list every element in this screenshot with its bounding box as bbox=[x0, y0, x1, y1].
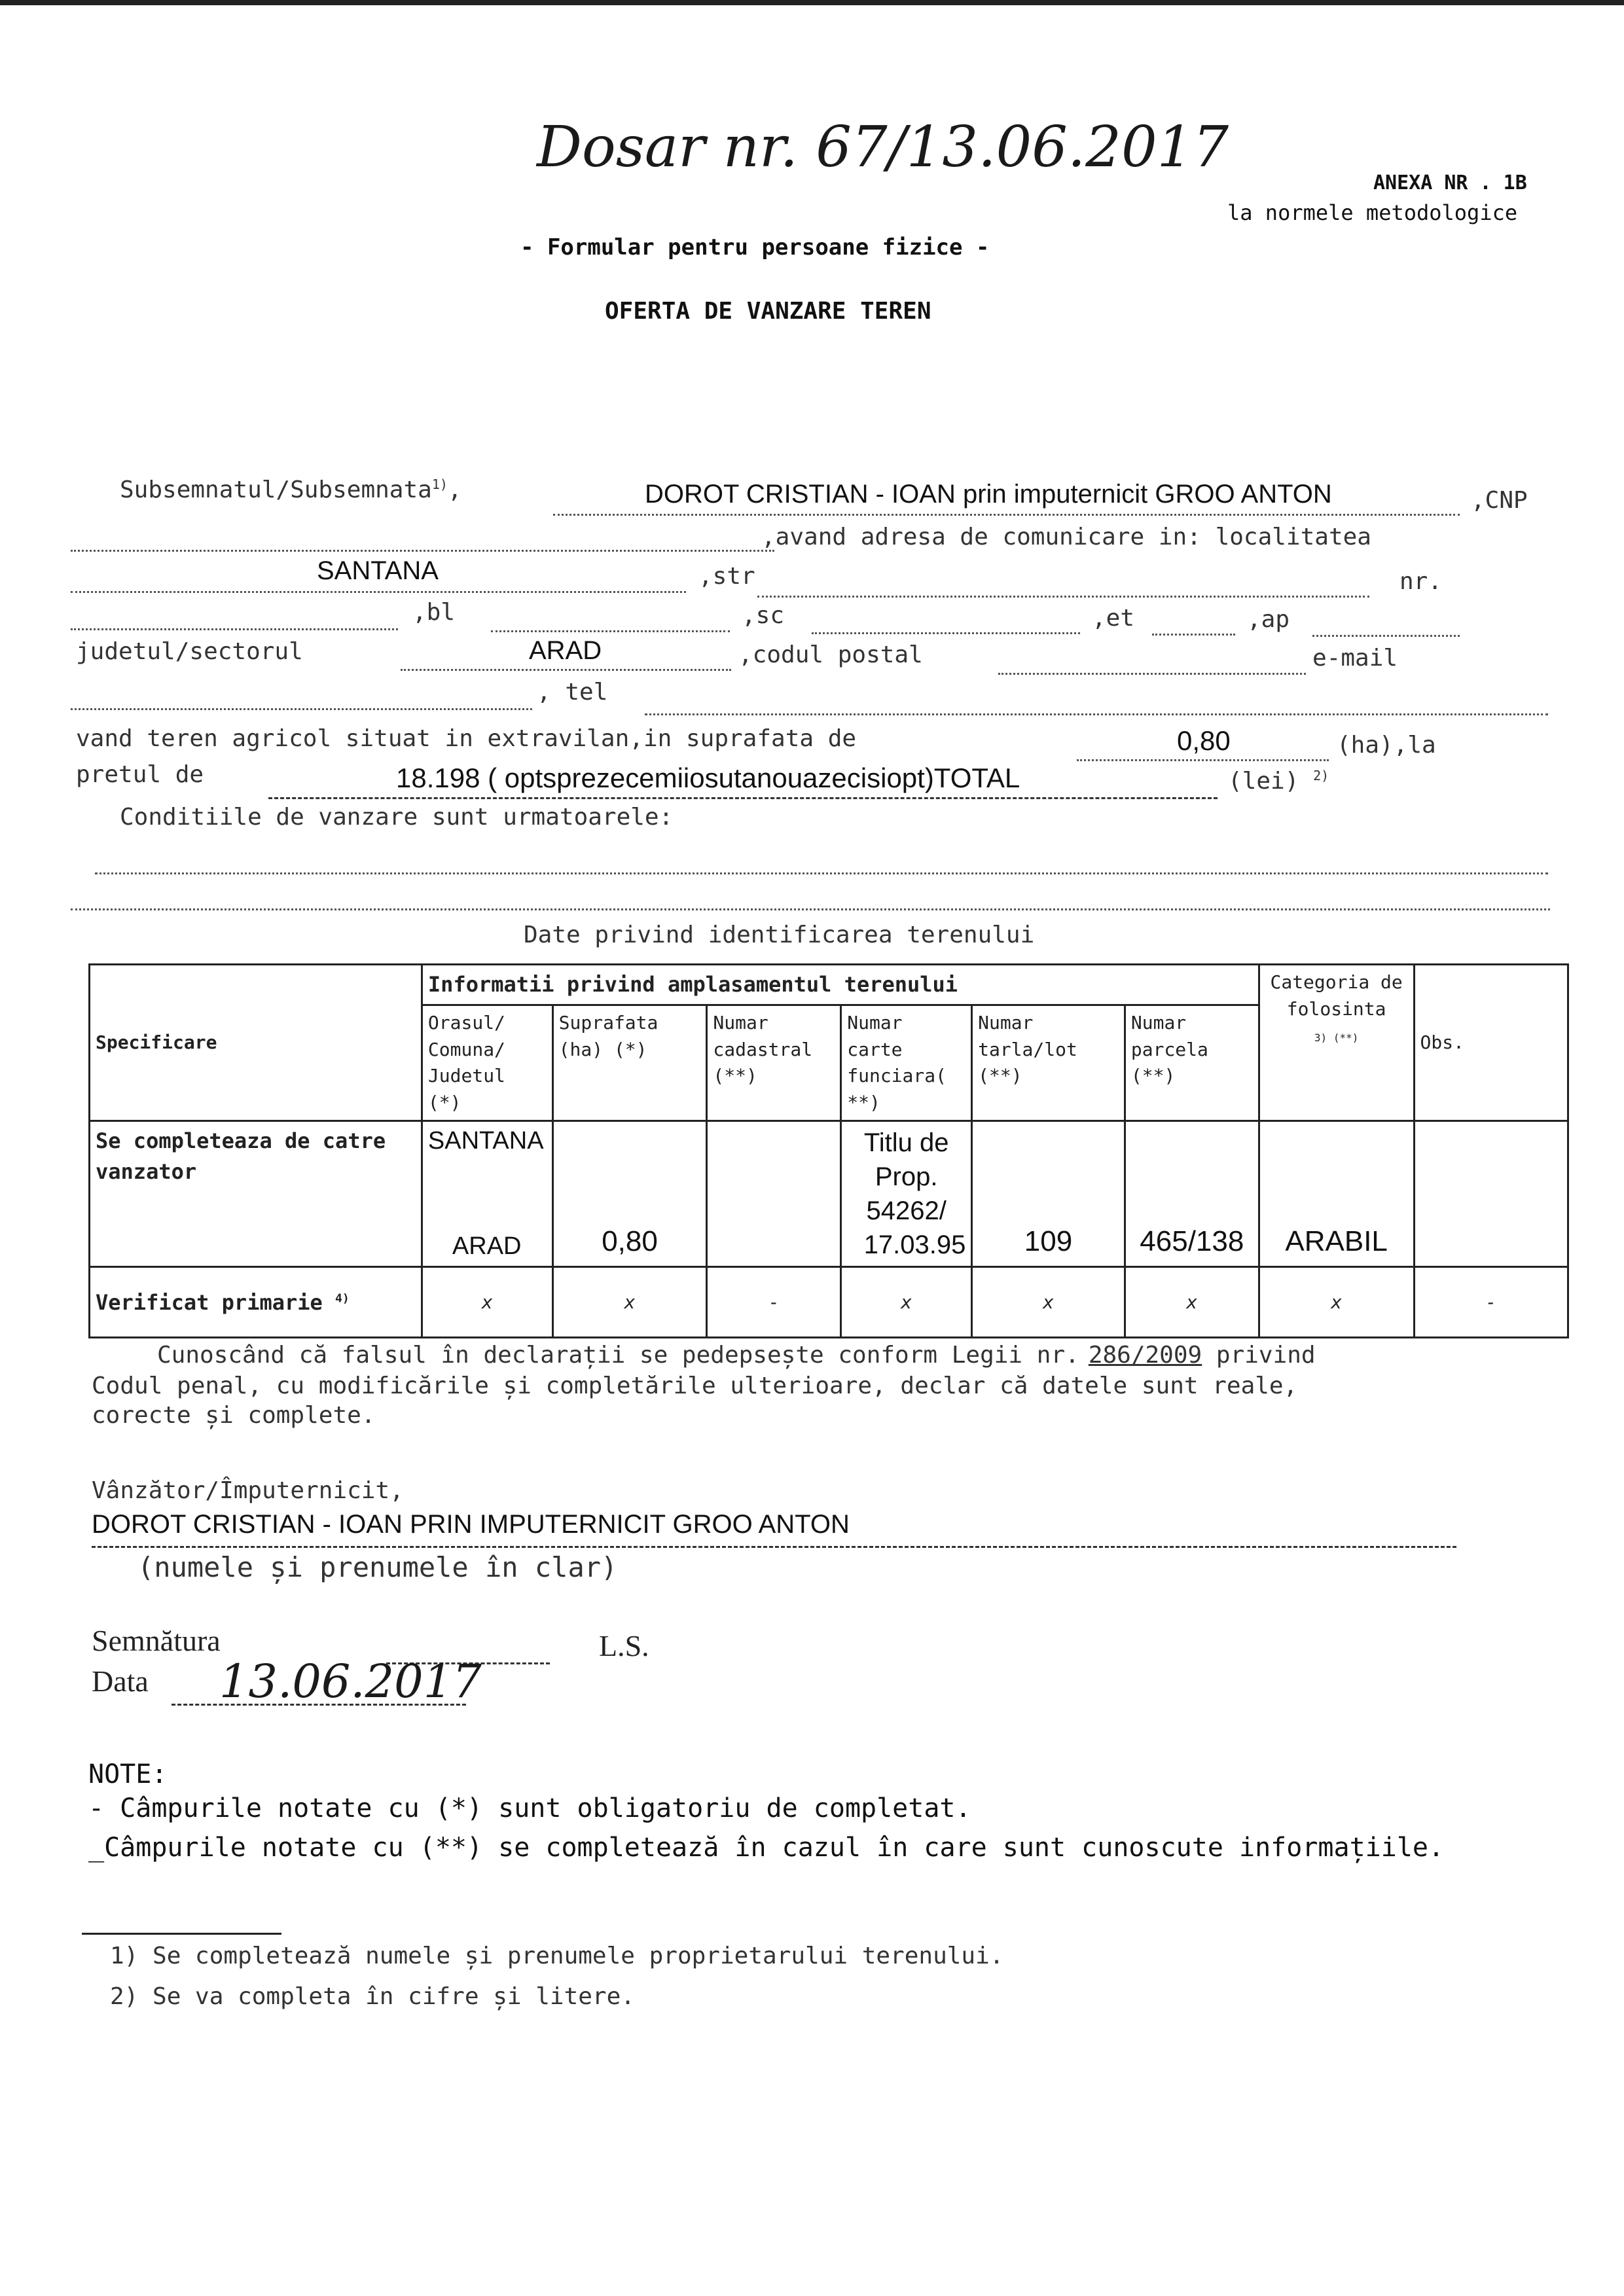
apartment-line bbox=[1312, 635, 1460, 637]
check-mark-orasul: x bbox=[422, 1267, 552, 1338]
seller-name-value: DOROT CRISTIAN - IOAN prin imputernicit GROO ANTON bbox=[645, 480, 1332, 509]
area-label: vand teren agricol situat in extravilan,in suprafata de bbox=[76, 725, 857, 752]
check-mark-carte: x bbox=[841, 1267, 972, 1338]
signatory-label: Vânzător/Împuternicit, bbox=[92, 1477, 404, 1504]
price-unit: (lei) $^{2)}$ bbox=[1228, 768, 1329, 795]
check-mark-obs: - bbox=[1414, 1267, 1568, 1338]
orasul-city-value: SANTANA bbox=[427, 1127, 544, 1155]
footnote-ref-1: 1) bbox=[431, 476, 448, 492]
category-header: Categoria de folosinta 3) (**) bbox=[1259, 965, 1414, 1121]
carte-funciara-cell: Titlu de Prop. 54262/ 17.03.95 bbox=[841, 1121, 972, 1267]
email-label: e-mail bbox=[1312, 645, 1398, 672]
apartment-label: ,ap bbox=[1247, 606, 1290, 633]
category-header-ref: 3) (**) bbox=[1314, 1031, 1359, 1045]
locality-line bbox=[71, 591, 686, 593]
ls-label: L.S. bbox=[599, 1629, 649, 1662]
land-identification-table bbox=[88, 963, 1569, 1338]
tarla-cell: 109 bbox=[972, 1121, 1125, 1267]
law-number: 286/2009 bbox=[1088, 1342, 1202, 1369]
staircase-label: ,sc bbox=[742, 602, 785, 629]
carte-funciara-header: Numar carte funciara( **) bbox=[841, 1005, 972, 1121]
annex-number: ANEXA NR . 1B bbox=[1373, 171, 1527, 194]
seller-row-label: Se completeaza de catre vanzator bbox=[90, 1121, 422, 1267]
cadastral-header: Numar cadastral (**) bbox=[707, 1005, 841, 1121]
conditions-line-1 bbox=[95, 872, 1548, 874]
conditions-line-2 bbox=[71, 908, 1550, 910]
staircase-line bbox=[812, 632, 1080, 634]
check-mark-cadastral: - bbox=[707, 1267, 841, 1338]
postal-code-line bbox=[998, 673, 1306, 675]
form-subtitle: - Formular pentru persoane fizice - bbox=[520, 234, 990, 260]
street-line bbox=[757, 596, 1369, 598]
email-line bbox=[71, 708, 532, 710]
price-line bbox=[268, 797, 1218, 799]
cnp-field-line bbox=[71, 550, 774, 552]
address-label: ,avand adresa de comunicare in: localitatea bbox=[761, 524, 1371, 550]
annex-subtitle: la normele metodologice bbox=[1227, 200, 1518, 225]
county-value: ARAD bbox=[529, 636, 602, 665]
table-caption: Date privind identificarea terenului bbox=[524, 922, 1035, 948]
check-mark-suprafata: x bbox=[552, 1267, 707, 1338]
county-label: judetul/sectorul bbox=[76, 638, 303, 665]
footnote-ref-4: 4) bbox=[335, 1291, 350, 1306]
categoria-cell: ARABIL bbox=[1259, 1121, 1414, 1267]
footnote-1: 1) Se completează numele și prenumele proprietarului terenului. bbox=[110, 1943, 1004, 1969]
signature-label: Semnătura bbox=[92, 1624, 221, 1657]
area-line bbox=[1077, 759, 1329, 761]
suprafata-header: Suprafata (ha) (*) bbox=[552, 1005, 707, 1121]
seller-name-line bbox=[553, 514, 1460, 516]
signatory-name: DOROT CRISTIAN - IOAN PRIN IMPUTERNICIT GROO ANTON bbox=[92, 1510, 850, 1539]
price-value: 18.198 ( optsprezecemiiosutanouazecisiopt)TOTAL bbox=[396, 762, 1020, 793]
note-2: _Câmpurile notate cu (**) se completează în cazul în care sunt cunoscute informațiile. bbox=[88, 1833, 1445, 1863]
number-label: nr. bbox=[1399, 568, 1443, 595]
signatory-hint: (numele și prenumele în clar) bbox=[137, 1551, 618, 1583]
price-label: pretul de bbox=[76, 761, 204, 788]
footnote-ref-2: 2) bbox=[1313, 768, 1329, 783]
floor-line bbox=[1152, 634, 1235, 636]
check-mark-parcela: x bbox=[1125, 1267, 1259, 1338]
orasul-cell bbox=[422, 1121, 552, 1267]
area-value: 0,80 bbox=[1177, 725, 1231, 756]
street-label: ,str bbox=[698, 563, 755, 590]
nr-line bbox=[71, 628, 398, 630]
locality-value: SANTANA bbox=[317, 556, 439, 585]
county-line bbox=[401, 669, 731, 671]
parcela-cell: 465/138 bbox=[1125, 1121, 1259, 1267]
orasul-county-value: ARAD bbox=[452, 1232, 522, 1261]
form-title: OFERTA DE VANZARE TEREN bbox=[605, 298, 931, 325]
declaration-line-1: Cunoscând că falsul în declarații se pedepsește conform Legii nr. 286/2009 privind bbox=[157, 1342, 1316, 1369]
obs-cell bbox=[1414, 1121, 1568, 1267]
table-row bbox=[90, 1267, 1568, 1338]
specificare-header: Specificare bbox=[90, 965, 422, 1121]
town-hall-check-label: Verificat primarie $^{4)}$ bbox=[90, 1267, 422, 1338]
telephone-label: , tel bbox=[537, 679, 608, 706]
cnp-label: ,CNP bbox=[1471, 487, 1528, 514]
tarla-header: Numar tarla/lot (**) bbox=[972, 1005, 1125, 1121]
obs-header: Obs. bbox=[1414, 965, 1568, 1121]
check-mark-categoria: x bbox=[1259, 1267, 1414, 1338]
footnote-2: 2) Se va completa în cifre și litere. bbox=[110, 1983, 635, 2010]
suprafata-cell: 0,80 bbox=[552, 1121, 707, 1267]
date-label: Data bbox=[92, 1664, 149, 1698]
signatory-name-line bbox=[92, 1546, 1456, 1548]
check-mark-tarla: x bbox=[972, 1267, 1125, 1338]
date-line bbox=[171, 1704, 466, 1706]
note-1: - Câmpurile notate cu (*) sunt obligatoriu de completat. bbox=[88, 1793, 971, 1823]
conditions-label: Conditiile de vanzare sunt urmatoarele: bbox=[120, 804, 674, 831]
top-edge-line bbox=[0, 0, 1624, 5]
declaration-line-3: corecte și complete. bbox=[92, 1402, 376, 1429]
handwritten-file-number: Dosar nr. 67/13.06.2017 bbox=[537, 115, 1229, 180]
floor-label: ,et bbox=[1092, 605, 1135, 632]
block-label: ,bl bbox=[412, 599, 456, 626]
cadastral-cell bbox=[707, 1121, 841, 1267]
location-group-header: Informatii privind amplasamentul terenului bbox=[422, 965, 1259, 1005]
notes-title: NOTE: bbox=[88, 1759, 168, 1789]
date-value: 13.06.2017 bbox=[219, 1655, 482, 1708]
footnote-separator bbox=[82, 1933, 281, 1935]
seller-label: Subsemnatul/Subsemnata$^{1)}$, bbox=[120, 476, 462, 503]
orasul-header: Orasul/ Comuna/ Judetul (*) bbox=[422, 1005, 552, 1121]
table-row bbox=[90, 1121, 1568, 1267]
parcela-header: Numar parcela (**) bbox=[1125, 1005, 1259, 1121]
block-line bbox=[491, 630, 730, 632]
area-unit: (ha),la bbox=[1337, 732, 1436, 759]
telephone-line bbox=[645, 713, 1548, 715]
declaration-line-2: Codul penal, cu modificările și completările ulterioare, declar că datele sunt reale, bbox=[92, 1372, 1298, 1399]
postal-code-label: ,codul postal bbox=[738, 641, 923, 668]
